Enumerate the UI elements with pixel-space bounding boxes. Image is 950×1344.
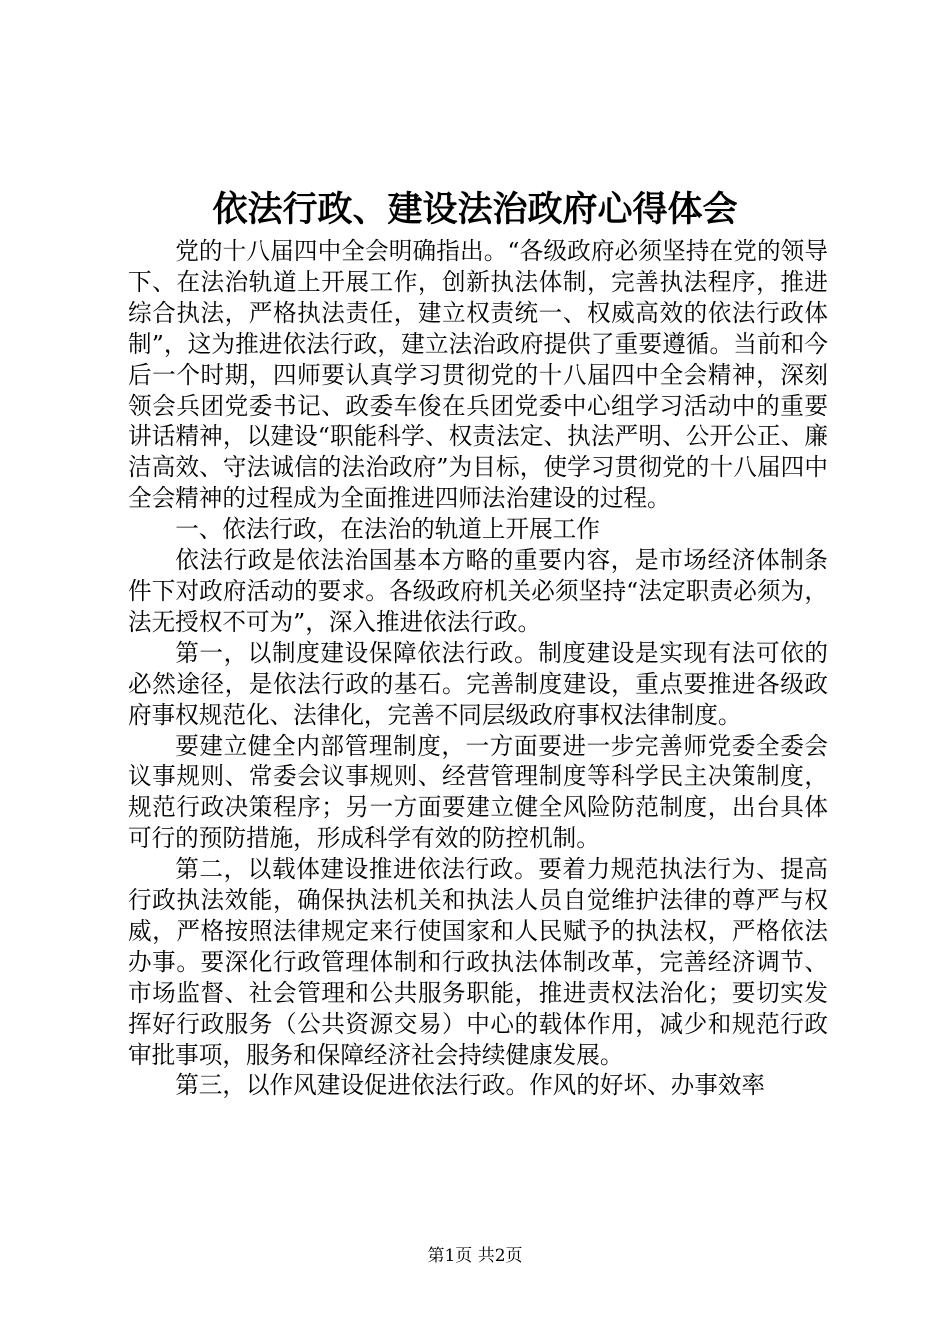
section-heading-1: 一、依法行政，在法治的轨道上开展工作 xyxy=(175,515,600,544)
paragraph-intro: 党的十八届四中全会明确指出。“各级政府必须坚持在党的领导下、在法治轨道上开展工作，创新执法体制，完善执法程序，推进综合执法，严格执法责任，建立权责统一、权威高效的依法行政体制”，这为推进依法行政，建立法治政府提供了重要遵循。当前和今后一个时期，四师要认真学习贯彻党的十八届四中全会精神，深刻领会兵团党委书记、政委车俊在兵团党委中心组学习活动中的重要讲话精神，以建设“职能科学、权责法定、执法严明、公开公正、廉洁高效、守法诚信的法治政府”为目标，使学习贯彻党的十八届四中全会精神的过程成为全面推进四师法治建设的过程。 xyxy=(128,237,828,513)
document-title: 依法行政、建设法治政府心得体会 xyxy=(212,189,738,230)
page-number-footer: 第1页 共2页 xyxy=(427,1246,523,1266)
paragraph-point-1: 第一，以制度建设保障依法行政。制度建设是实现有法可依的必然途径，是依法行政的基石。完善制度建设，重点要推进各级政府事权规范化、法律化，完善不同层级政府事权法律制度。 xyxy=(128,638,828,729)
paragraph-section-1-intro: 依法行政是依法治国基本方略的重要内容，是市场经济体制条件下对政府活动的要求。各级政府机关必须坚持“法定职责必须为，法无授权不可为”，深入推进依法行政。 xyxy=(128,546,828,636)
paragraph-point-2: 第二，以载体建设推进依法行政。要着力规范执法行为、提高行政执法效能，确保执法机关和执法人员自觉维护法律的尊严与权威，严格按照法律规定来行使国家和人民赋予的执法权，严格依法办事。要深化行政管理体制和行政执法体制改革，完善经济调节、市场监督、社会管理和公共服务职能，推进责权法治化；要切实发挥好行政服务（公共资源交易）中心的载体作用，减少和规范行政审批事项，服务和保障经济社会持续健康发展。 xyxy=(128,855,828,1069)
paragraph-point-3: 第三，以作风建设促进依法行政。作风的好坏、办事效率 xyxy=(175,1071,766,1100)
paragraph-point-1-detail: 要建立健全内部管理制度，一方面要进一步完善师党委全委会议事规则、常委会议事规则、经营管理制度等科学民主决策制度，规范行政决策程序；另一方面要建立健全风险防范制度，出台具体可行的预防措施，形成科学有效的防控机制。 xyxy=(128,731,828,853)
document-body xyxy=(128,236,828,1101)
